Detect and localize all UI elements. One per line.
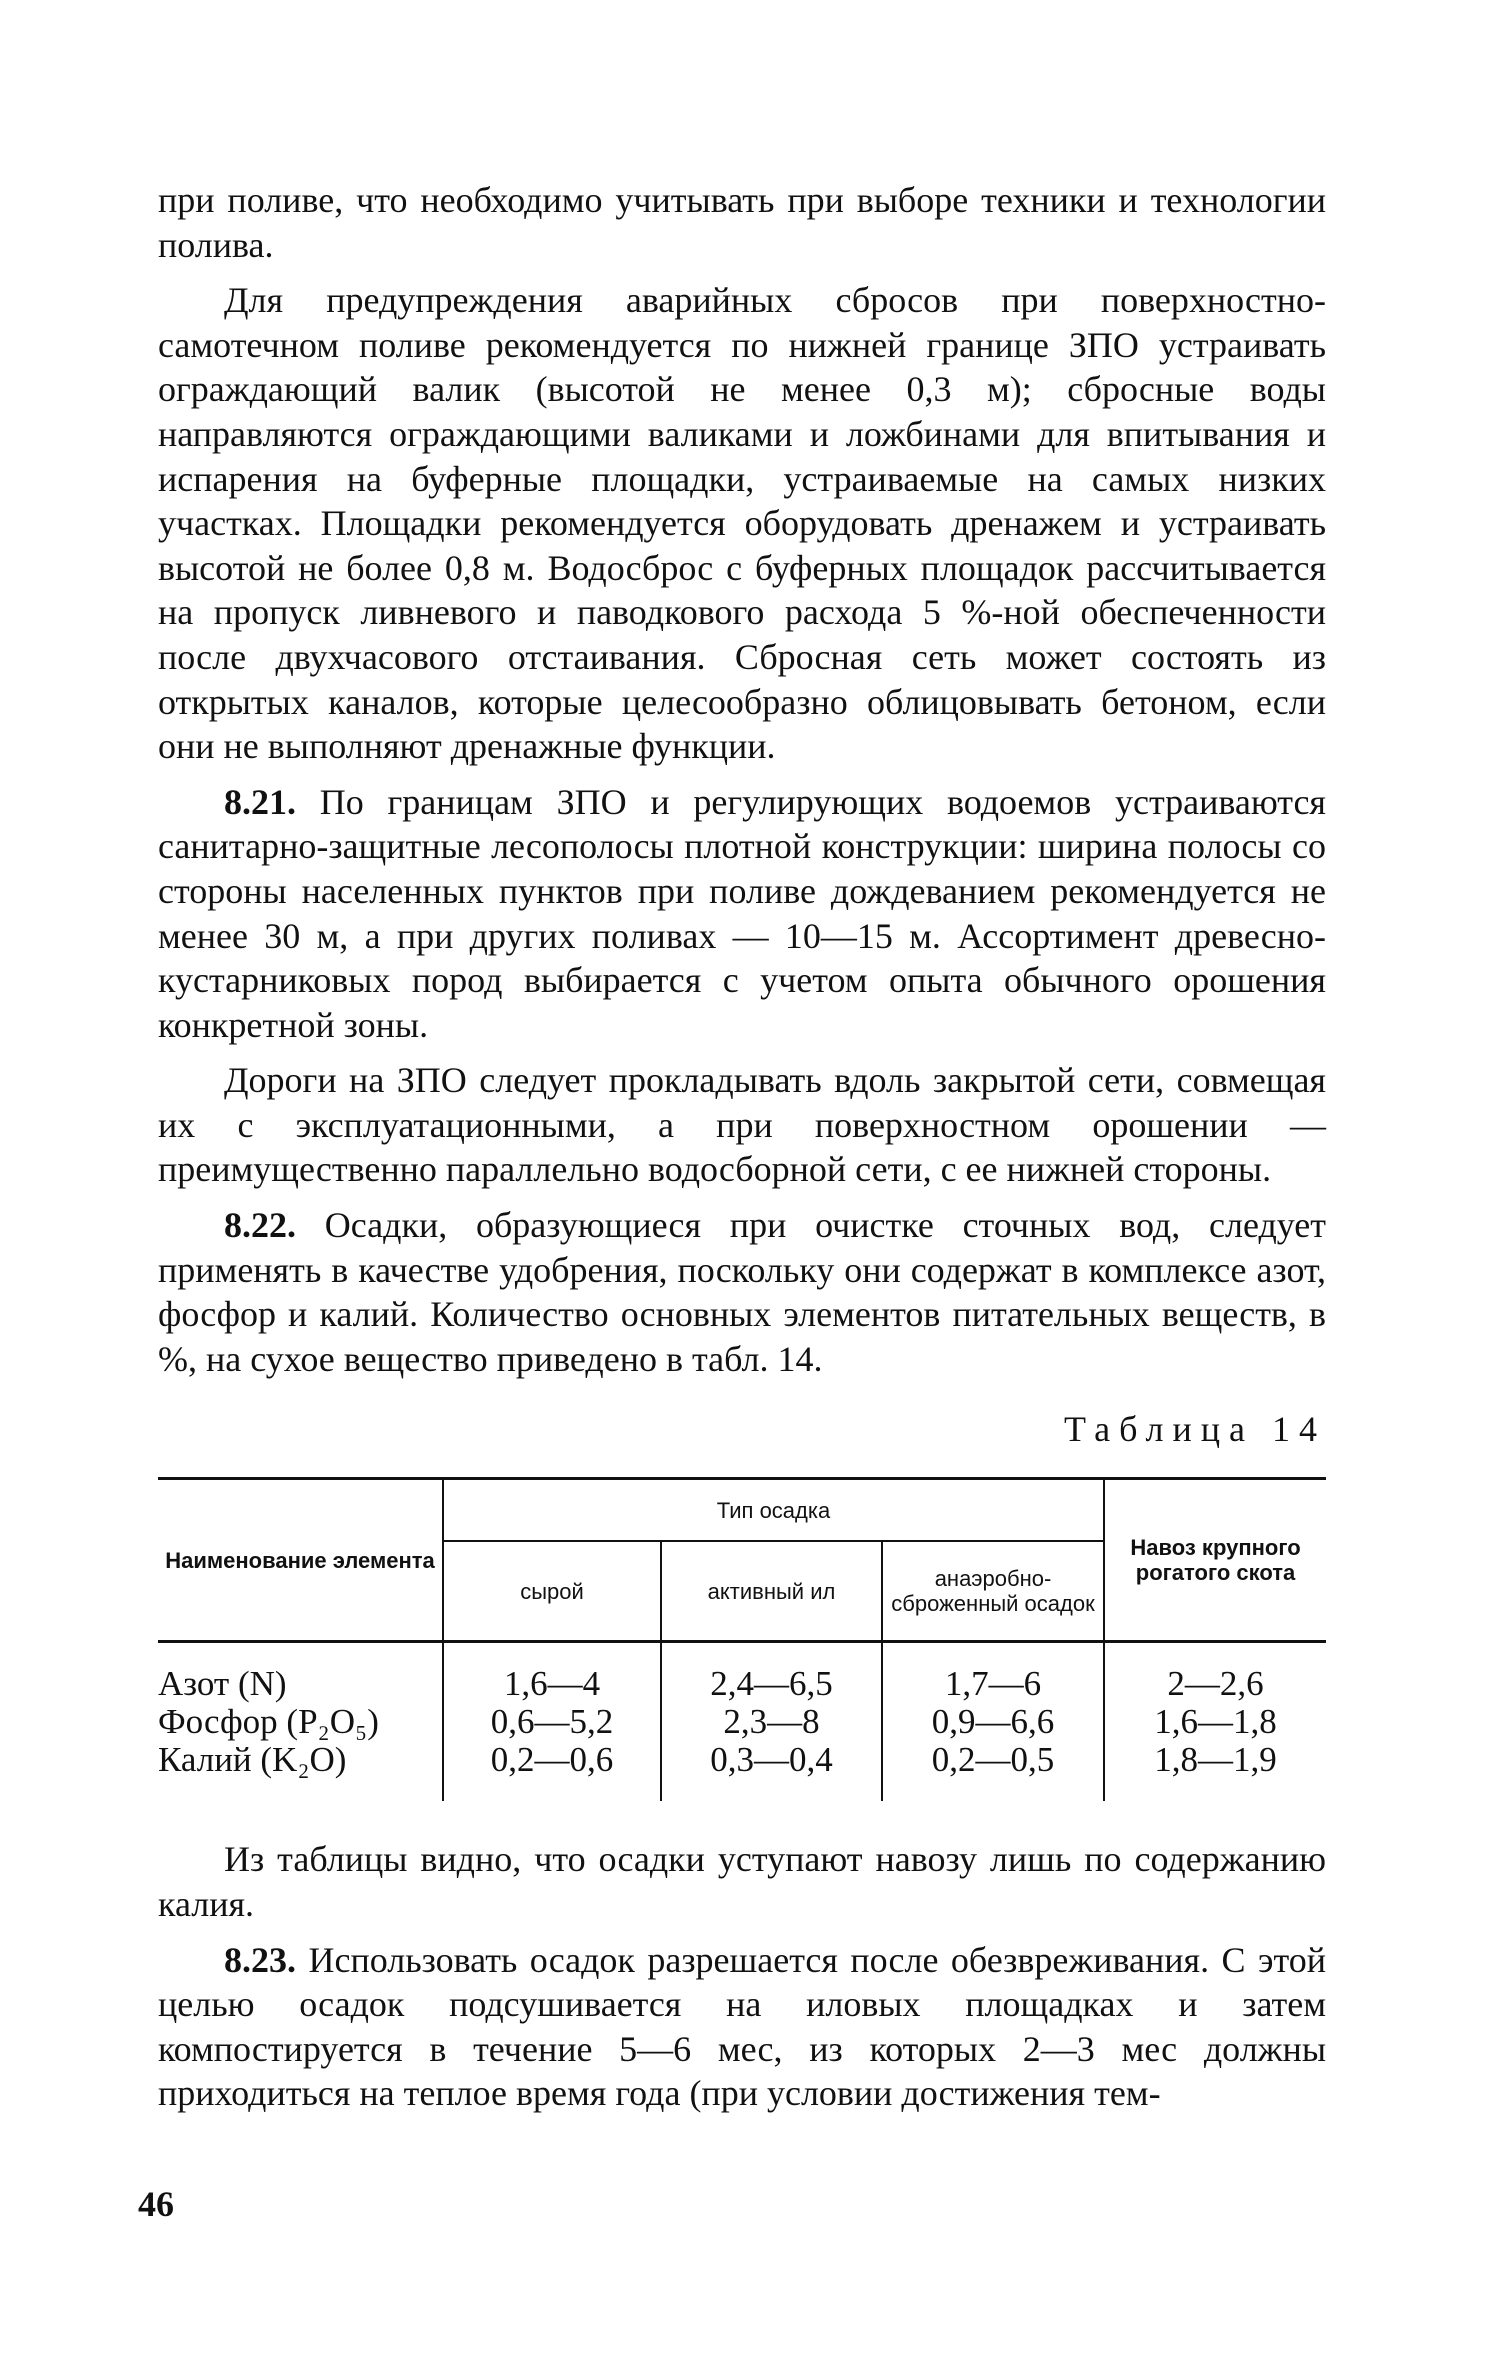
page-content [158,178,1326,2116]
cell-anaerobic: 0,9—6,6 [882,1703,1104,1741]
paragraph-table-conclusion: Из таблицы видно, что осадки уступают навозу лишь по содержанию калия. [158,1839,1326,1925]
section-number: 8.23. [224,1939,296,1980]
cell-raw: 1,6—4 [443,1642,661,1704]
section-text: Осадки, образующиеся при очистке сточных вод, следует применять в качестве удобрения, поскольку они содержат в комплексе азот, фосфор и калий. Количество основных элементов питательных веществ, в %, на сухое вещество приведено в табл. 14. [158,1205,1327,1379]
table-caption: Таблица 14 [1064,1409,1326,1450]
cell-raw: 0,2—0,6 [443,1741,661,1801]
section-number: 8.22. [224,1205,296,1246]
section-8-21 [158,780,1326,1048]
cell-active: 2,4—6,5 [661,1642,882,1704]
cell-raw: 0,6—5,2 [443,1703,661,1741]
paragraph-continuation: при поливе, что необходимо учитывать при выборе техники и технологии полива. [158,180,1326,265]
cell-active: 0,3—0,4 [661,1741,882,1801]
table-row [158,1703,1326,1741]
cell-active: 2,3—8 [661,1703,882,1741]
table-row [158,1642,1326,1704]
section-8-23 [158,1938,1326,2116]
cell-manure: 1,8—1,9 [1154,1740,1277,1780]
page-number: 46 [138,2184,174,2224]
cell-element: Азот (N) [158,1642,443,1704]
header-element-name: Наименование элемента [158,1479,443,1642]
table-row [158,1741,1326,1801]
nutrient-table [158,1477,1326,1801]
cell-manure: 1,6—1,8 [1154,1702,1277,1742]
paragraph-emergency-discharge: Для предупреждения аварийных сбросов при поверхностно-самотечном поливе рекомендуется по нижней границе ЗПО устраивать ограждающий валик (высотой не менее 0,3 м); сбросные воды направляются ограждающими валиками и ложбинами для впитывания и испарения на буферные площадки, устраиваемые на самых низких участках. Площадки рекомендуется оборудовать дренажем и устраивать высотой не более 0,8 м. Водосброс с буферных площадок рассчитывается на пропуск ливневого и паводкового расхода 5 %-ной обеспеченности после двухчасового отстаивания. Сбросная сеть может состоять из открытых каналов, которые целесообразно облицовывать бетоном, если они не выполняют дренажные функции. [158,280,1326,767]
cell-anaerobic: 1,7—6 [882,1642,1104,1704]
cell-anaerobic: 0,2—0,5 [882,1741,1104,1801]
section-text: По границам ЗПО и регулирующих водоемов устраиваются санитарно-защитные лесополосы плотной конструкции: ширина полосы со стороны населенных пунктов при поливе дождеванием рекомендуется не менее 30 м, а при других поливах — 10—15 м. Ассортимент древесно-кустарниковых пород выбирается с учетом опыта обычного орошения конкретной зоны. [158,781,1326,1045]
paragraph-roads: Дороги на ЗПО следует прокладывать вдоль закрытой сети, совмещая их с эксплуатационными, а при поверхностном орошении — преимущественно параллельно водосборной сети, с ее нижней стороны. [158,1060,1326,1190]
section-8-22 [158,1203,1326,1381]
section-text: Использовать осадок разрешается после обезвреживания. С этой целью осадок подсушивается на иловых площадках и затем компостируется в течение 5—6 мес, из которых 2—3 мес должны приходиться на теплое время года (при условии достижения тем- [158,1939,1327,2114]
header-active-sludge: активный ил [661,1541,882,1642]
cell-element: Фосфор (P₂O₅) [158,1703,443,1741]
section-number: 8.21. [224,781,296,822]
header-sludge-type: Тип осадка [443,1479,1104,1542]
header-raw: сырой [443,1541,661,1642]
header-manure: Навоз крупного рогатого скота [1104,1479,1326,1642]
header-anaerobic: анаэробно-сброженный осадок [882,1541,1104,1642]
cell-manure: 2—2,6 [1167,1664,1264,1704]
cell-element: Калий (K₂O) [158,1741,443,1801]
